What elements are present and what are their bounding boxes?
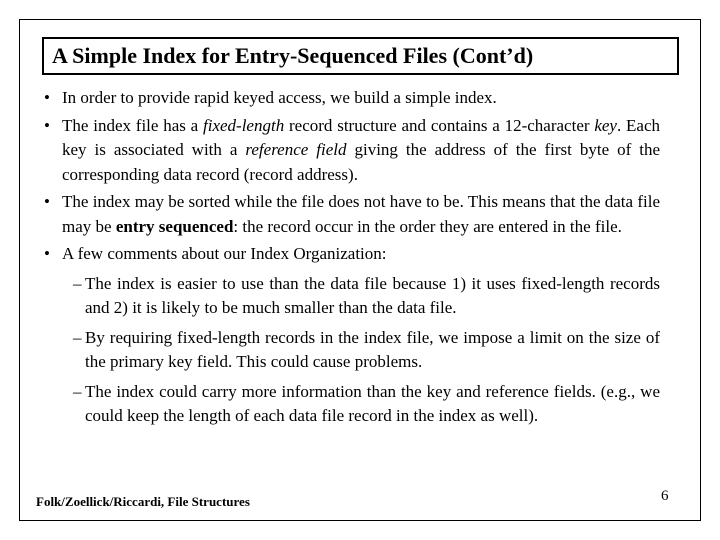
bullet-1 (42, 86, 660, 111)
bullet-marker: • (44, 244, 50, 263)
term-entry-sequenced: entry sequenced (115, 216, 234, 236)
sub-item-3 (42, 380, 660, 429)
sub-item-2-text: By requiring fixed-length records in the index file, we impose a limit on the size of the primary key field. This could cause problems. (85, 327, 660, 371)
dash-marker: – (73, 273, 82, 293)
bullet-4-text: A few comments about our Index Organization: (62, 244, 387, 263)
slide-content (42, 86, 660, 429)
sub-item-2 (42, 326, 660, 375)
bullet-2-text-part: The index file has a (62, 115, 204, 135)
sub-item-1-text: The index is easier to use than the data file because 1) it uses fixed-length records and 2) it is likely to be much smaller than the data file. (85, 273, 660, 317)
dash-marker: – (73, 327, 82, 347)
bullet-2-text-part: . Each key is associated with a (62, 115, 660, 159)
term-reference-field: reference field (245, 140, 347, 159)
bullet-4 (42, 242, 660, 267)
footer-credit: Folk/Zoellick/Riccardi, File Structures (36, 494, 250, 509)
sub-item-3-text: The index could carry more information than the key and reference fields. (e.g., we could keep the length of each data file record in the index as well). (85, 381, 660, 425)
sub-item-1 (42, 272, 660, 321)
bullet-3-text-part: The index may be sorted while the file does not have to be. This means that the data file may be (62, 192, 660, 236)
slide-title: A Simple Index for Entry-Sequenced Files (Cont’d) (52, 43, 534, 68)
page-number: 6 (661, 488, 669, 504)
bullet-3-text-part: : the record occur in the order they are entered in the file. (233, 216, 622, 236)
bullet-3 (42, 190, 660, 239)
bullet-marker: • (44, 192, 50, 211)
bullet-2-text-part: record structure and contains a 12-character (284, 115, 595, 135)
dash-marker: – (73, 381, 82, 401)
bullet-marker: • (44, 88, 50, 107)
bullet-2 (42, 114, 660, 188)
term-fixed-length: fixed-length (203, 115, 285, 135)
term-key: key (594, 115, 617, 135)
bullet-marker: • (44, 115, 50, 135)
bullet-2-text-part: giving the address of the first byte of the corresponding data record (record address). (62, 140, 661, 184)
bullet-1-text: In order to provide rapid keyed access, we build a simple index. (62, 88, 497, 107)
